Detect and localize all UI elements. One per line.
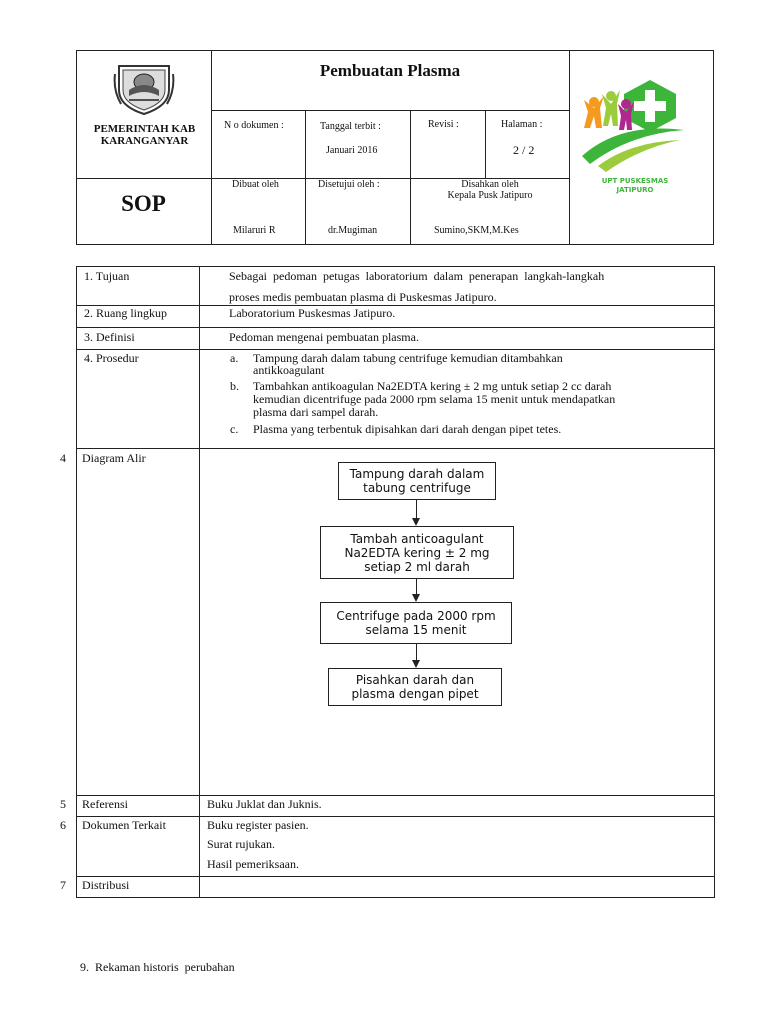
flow-step-2-line2: Na2EDTA kering ± 2 mg	[344, 545, 490, 560]
referensi-value: Buku Juklat dan Juknis.	[207, 797, 322, 811]
sop-label: SOP	[121, 191, 166, 216]
tujuan-label: 1. Tujuan	[84, 269, 130, 283]
dokumen-value-1: Buku register pasien.	[207, 818, 309, 832]
prosedur-c-marker: c.	[230, 422, 239, 436]
flow-step-1-line2: tabung centrifuge	[363, 481, 471, 495]
flow-step-2	[320, 526, 514, 579]
flow-arrow-3	[416, 643, 417, 661]
distribusi-label: Distribusi	[82, 878, 130, 892]
prosedur-label: 4. Prosedur	[84, 351, 139, 365]
ruang-lingkup-label: 2. Ruang lingkup	[84, 306, 167, 320]
karanganyar-emblem-icon	[113, 60, 175, 116]
flow-step-2-line3: setiap 2 ml darah	[364, 559, 470, 574]
tanggal-terbit-value: Januari 2016	[326, 145, 378, 156]
dibuat-oleh-label: Dibuat oleh	[232, 179, 279, 190]
flow-step-3-line1: Centrifuge pada 2000 rpm	[336, 609, 496, 623]
prosedur-a-line1: Tampung darah dalam tabung centrifuge kemudian ditambahkan	[253, 351, 563, 365]
org-name-line1: PEMERINTAH KAB	[93, 123, 196, 135]
referensi-label: Referensi	[82, 797, 128, 811]
halaman-label: Halaman :	[501, 119, 543, 130]
flow-arrowhead-2	[412, 594, 420, 602]
no-dokumen-label: N o dokumen :	[224, 120, 284, 131]
dokumen-label: Dokumen Terkait	[82, 818, 166, 832]
disahkan-oleh-label: Disahkan oleh	[461, 179, 519, 190]
flow-step-1	[338, 462, 496, 500]
puskesmas-logo	[580, 78, 690, 198]
prosedur-b-marker: b.	[230, 379, 239, 393]
disetujui-oleh-value: dr.Mugiman	[328, 225, 378, 236]
prosedur-a-line2: antikkoagulant	[253, 363, 325, 377]
revisi-label: Revisi :	[428, 119, 459, 130]
definisi-label: 3. Definisi	[84, 330, 135, 344]
org-name-line2: KARANGANYAR	[100, 135, 189, 147]
dokumen-value-3: Hasil pemeriksaan.	[207, 857, 299, 871]
referensi-number: 5	[60, 797, 66, 811]
distribusi-number: 7	[60, 878, 66, 892]
halaman-value: 2 / 2	[513, 143, 535, 157]
tanggal-terbit-label: Tanggal terbit :	[320, 121, 381, 132]
prosedur-c-line1: Plasma yang terbentuk dipisahkan dari darah dengan pipet tetes.	[253, 422, 562, 436]
flow-arrow-1	[416, 499, 417, 519]
diagram-label: Diagram Alir	[82, 451, 146, 465]
flow-arrow-2	[416, 578, 417, 595]
definisi-value: Pedoman mengenai pembuatan plasma.	[229, 330, 419, 344]
tujuan-line1: Sebagai pedoman petugas laboratorium dalam penerapan langkah-langkah	[229, 269, 605, 283]
prosedur-a-marker: a.	[230, 351, 239, 365]
flow-step-4-line2: plasma dengan pipet	[351, 687, 479, 701]
flow-step-4-line1: Pisahkan darah dan	[355, 673, 475, 687]
flow-step-4	[328, 668, 502, 706]
flow-step-2-line1: Tambah anticoagulant	[350, 531, 484, 546]
flow-arrowhead-1	[412, 518, 420, 526]
dibuat-oleh-value: Milaruri R	[233, 225, 276, 236]
tujuan-line2: proses medis pembuatan plasma di Puskesmas Jatipuro.	[229, 290, 497, 304]
dokumen-number: 6	[60, 818, 66, 832]
flow-step-3-line2: selama 15 menit	[365, 623, 467, 637]
prosedur-b-line2: kemudian dicentrifuge pada 2000 rpm selama 15 menit untuk mendapatkan	[253, 392, 616, 406]
prosedur-b-line3: plasma dari sampel darah.	[253, 405, 379, 419]
disetujui-oleh-label: Disetujui oleh :	[318, 179, 380, 190]
logo-text-line1: UPT PUSKESMAS	[601, 177, 669, 185]
logo-text-line2: JATIPURO	[616, 186, 654, 194]
prosedur-b-line1: Tambahkan antikoagulan Na2EDTA kering ± 2 mg untuk setiap 2 cc darah	[253, 379, 612, 393]
ruang-lingkup-value: Laboratorium Puskesmas Jatipuro.	[229, 306, 396, 320]
rekaman-historis-heading: 9. Rekaman historis perubahan	[80, 960, 235, 974]
flow-step-3	[320, 602, 512, 644]
page-title: Pembuatan Plasma	[319, 61, 461, 80]
dokumen-value-2: Surat rujukan.	[207, 837, 275, 851]
disahkan-oleh-sub: Kepala Pusk Jatipuro	[447, 190, 533, 201]
diagram-number: 4	[60, 451, 66, 465]
disahkan-oleh-value: Sumino,SKM,M.Kes	[434, 225, 519, 236]
flow-step-1-line1: Tampung darah dalam	[349, 467, 485, 481]
flow-arrowhead-3	[412, 660, 420, 668]
